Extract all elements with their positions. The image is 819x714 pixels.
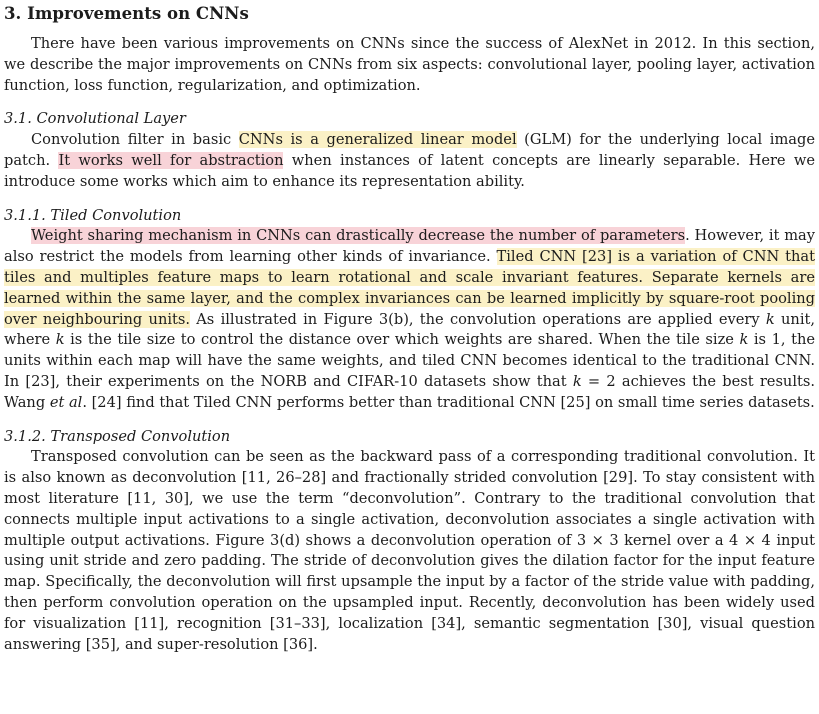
math-var-k: k (55, 331, 65, 349)
math-var-k: k (739, 331, 749, 349)
highlight-pink: Weight sharing mechanism in CNNs can drastically decrease the number of parameters (31, 227, 686, 245)
section-heading: 3. Improvements on CNNs (4, 3, 249, 23)
text-run: when instances of latent concepts are linearly separable. Here we introduce some works which aim to enhance its representation ability. (4, 151, 815, 190)
et-al: et al (49, 393, 83, 411)
transposed-paragraph: Transposed convolution can be seen as the backward pass of a corresponding traditional convolution. It is also known as deconvolution [11, 26–28] and fractionally strided convolution [29]. To stay consistent with most literature [11, 30], we use the term “deconvolution”. Contrary to the traditional convolution that connects multiple input activations to a single activation, deconvolution associates a single activation with multiple output activations. Figure 3(d) shows a deconvolution operation of 3 × 3 kernel over a 4 × 4 input using unit stride and zero padding. The stride of deconvolution gives the dilation factor for the input feature map. Specifically, the deconvolution will first upsample the input by a factor of the stride value with padding, then perform convolution operation on the upsampled input. Recently, deconvolution has been widely used for visualization [11], recognition [31–33], localization [34], semantic segmentation [30], visual question answering [35], and super-resolution [36]. (4, 448, 815, 653)
spacer (4, 414, 815, 427)
text-run: As illustrated in Figure 3(b), the convolution operations are applied every (190, 310, 766, 328)
conv-layer-paragraph (4, 130, 815, 192)
spacer (4, 193, 815, 206)
text-run: (GLM) for the underlying local image patch. (4, 131, 815, 169)
subsubsection-heading-tiled: 3.1.1. Tiled Convolution (4, 206, 182, 224)
subsection-heading-conv-layer: 3.1. Convolutional Layer (4, 110, 186, 128)
math-var-k: k (765, 310, 775, 328)
math-var-k: k (572, 372, 582, 390)
subsubsection-heading-transposed: 3.1.2. Transposed Convolution (4, 427, 231, 445)
text-run: is the tile size to control the distance over which weights are shared. When the tile size (64, 331, 740, 349)
tiled-paragraph (4, 226, 815, 413)
highlight-yellow: CNNs is a generalized linear model (238, 131, 517, 149)
text-run: Convolution filter in basic (31, 131, 239, 149)
highlight-yellow: Tiled CNN [23] is a variation of CNN that tiles and multiples feature maps to learn rotational and scale invariant features. Separate kernels are learned within the same layer, and the complex invariances can be learned implicitly by square-root pooling over neighbouring units. (4, 248, 815, 328)
text-run: is 1, the units within each map will have the same weights, and tiled CNN becomes identical to the traditional CNN. In [23], their experiments on the NORB and CIFAR-10 datasets show that (4, 331, 815, 390)
spacer (4, 96, 815, 109)
text-run: unit, where (4, 310, 815, 349)
text-run: = 2 achieves the best results. Wang (4, 372, 815, 411)
highlight-pink: It works well for abstraction (58, 151, 284, 169)
section-intro-paragraph: There have been various improvements on CNNs since the success of AlexNet in 2012. In this section, we describe the major improvements on CNNs from six aspects: convolutional layer, pooling layer, activation function, loss function, regularization, and optimization. (4, 35, 815, 94)
text-run: . However, it may also restrict the models from learning other kinds of invariance. (4, 227, 815, 266)
text-run: . [24] find that Tiled CNN performs better than traditional CNN [25] on small time series datasets. (82, 393, 815, 411)
paper-page (4, 0, 815, 655)
